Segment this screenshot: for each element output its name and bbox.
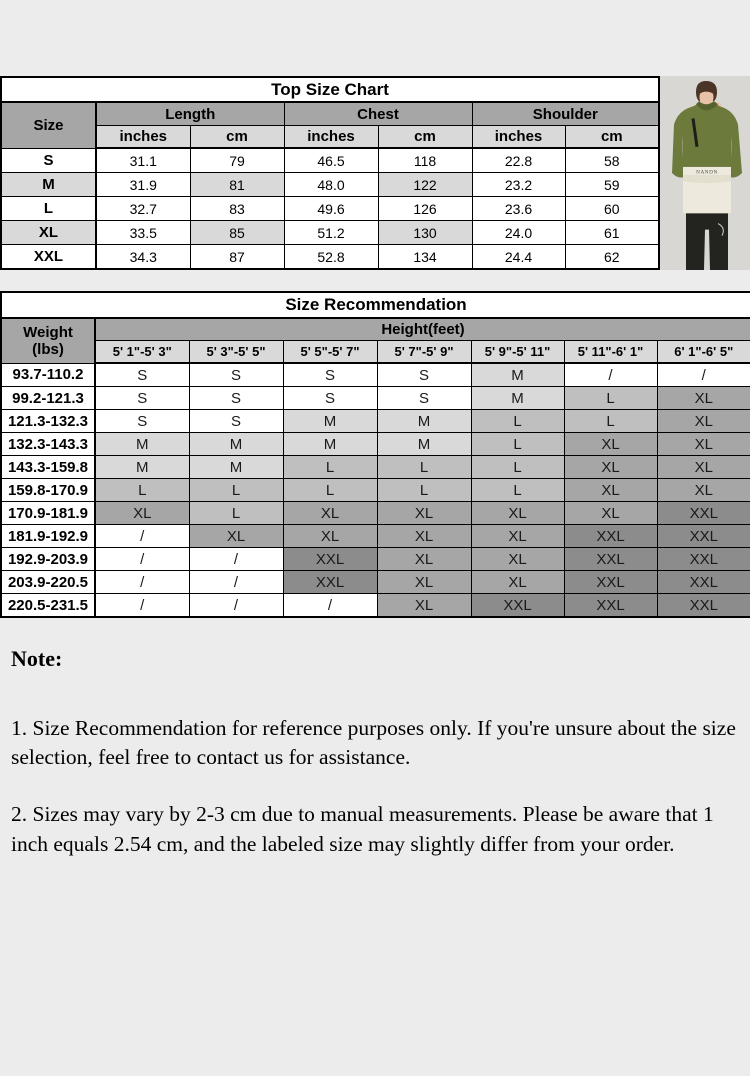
size-recommendation-cell: XL (377, 548, 471, 571)
height-columns-row (1, 341, 750, 364)
weight-cell: 203.9-220.5 (1, 571, 95, 594)
height-range-header: 5' 3"-5' 5" (189, 341, 283, 364)
size-recommendation-cell: L (471, 456, 564, 479)
measurement-cell: 87 (190, 245, 284, 270)
size-recommendation-cell: M (471, 363, 564, 387)
weight-cell: 132.3-143.3 (1, 433, 95, 456)
recommendation-row (1, 363, 750, 387)
size-recommendation-cell: XXL (657, 525, 750, 548)
shoulder-column-header: Shoulder (472, 102, 659, 126)
size-recommendation-cell: XL (471, 525, 564, 548)
recommendation-row (1, 594, 750, 618)
note-item-1: 1. Size Recommendation for reference purposes only. If you're unsure about the size selection, feel free to contact us for assistance. (11, 715, 736, 770)
size-recommendation-cell: L (471, 410, 564, 433)
size-recommendation-cell: XL (471, 502, 564, 525)
size-recommendation-cell: XL (95, 502, 189, 525)
size-recommendation-cell: L (471, 433, 564, 456)
measurement-cell: 48.0 (284, 173, 378, 197)
recommendation-row (1, 387, 750, 410)
size-recommendation-cell: XL (377, 594, 471, 618)
size-recommendation-cell: / (564, 363, 657, 387)
size-recommendation-table (0, 291, 750, 618)
size-recommendation-cell: XL (564, 479, 657, 502)
measurement-cell: 52.8 (284, 245, 378, 270)
measurement-cell: 23.6 (472, 197, 565, 221)
top-size-chart-section (0, 76, 750, 270)
jacket-brand-text: NANDN (696, 169, 718, 176)
size-recommendation-cell: M (283, 433, 377, 456)
size-cell: XL (1, 221, 96, 245)
height-range-header: 5' 7"-5' 9" (377, 341, 471, 364)
measurement-cell: 22.8 (472, 148, 565, 173)
size-cell: M (1, 173, 96, 197)
measurement-cell: 83 (190, 197, 284, 221)
recommendation-row (1, 410, 750, 433)
top-chart-title: Top Size Chart (1, 77, 659, 102)
size-recommendation-cell: XXL (657, 571, 750, 594)
size-recommendation-cell: XXL (564, 594, 657, 618)
size-recommendation-cell: XL (377, 525, 471, 548)
size-recommendation-cell: L (283, 456, 377, 479)
measurement-cell: 24.0 (472, 221, 565, 245)
measurement-cell: 130 (378, 221, 472, 245)
size-recommendation-cell: XL (471, 548, 564, 571)
height-range-header: 6' 1"-6' 5" (657, 341, 750, 364)
weight-header-line2: (lbs) (32, 340, 64, 358)
recommendation-row (1, 548, 750, 571)
size-recommendation-cell: M (377, 433, 471, 456)
note-section (11, 644, 739, 859)
size-recommendation-cell: L (564, 387, 657, 410)
size-recommendation-cell: M (189, 433, 283, 456)
size-recommendation-cell: S (189, 410, 283, 433)
unit-header: cm (378, 126, 472, 149)
size-recommendation-cell: L (471, 479, 564, 502)
measurement-cell: 58 (565, 148, 659, 173)
size-recommendation-cell: / (95, 548, 189, 571)
size-recommendation-cell: L (189, 502, 283, 525)
measurement-cell: 32.7 (96, 197, 190, 221)
unit-header: cm (190, 126, 284, 149)
size-recommendation-cell: M (95, 456, 189, 479)
top-chart-row-xl (1, 221, 659, 245)
size-recommendation-cell: XL (283, 525, 377, 548)
top-chart-group-header-row (1, 102, 659, 126)
measurement-cell: 59 (565, 173, 659, 197)
size-recommendation-cell: / (189, 548, 283, 571)
size-recommendation-cell: S (377, 363, 471, 387)
size-recommendation-cell: L (283, 479, 377, 502)
recommendation-header-row (1, 318, 750, 341)
recommendation-row (1, 433, 750, 456)
size-recommendation-cell: / (95, 571, 189, 594)
weight-cell: 192.9-203.9 (1, 548, 95, 571)
size-recommendation-cell: XXL (657, 502, 750, 525)
top-chart-row-xxl (1, 245, 659, 270)
measurement-cell: 34.3 (96, 245, 190, 270)
size-column-header: Size (1, 102, 96, 148)
size-recommendation-cell: M (189, 456, 283, 479)
size-recommendation-cell: XL (283, 502, 377, 525)
size-recommendation-cell: S (95, 410, 189, 433)
recommendation-row (1, 456, 750, 479)
measurement-cell: 24.4 (472, 245, 565, 270)
recommendation-body (1, 363, 750, 617)
size-cell: XXL (1, 245, 96, 270)
weight-column-header (1, 318, 95, 363)
size-recommendation-cell: L (377, 456, 471, 479)
size-recommendation-cell: / (283, 594, 377, 618)
size-recommendation-cell: L (95, 479, 189, 502)
unit-header: inches (96, 126, 190, 149)
size-recommendation-cell: XL (657, 387, 750, 410)
size-recommendation-cell: S (377, 387, 471, 410)
height-range-header: 5' 5"-5' 7" (283, 341, 377, 364)
weight-cell: 159.8-170.9 (1, 479, 95, 502)
size-recommendation-cell: L (377, 479, 471, 502)
measurement-cell: 61 (565, 221, 659, 245)
size-recommendation-cell: L (189, 479, 283, 502)
size-recommendation-cell: / (189, 594, 283, 618)
height-header: Height(feet) (95, 318, 750, 341)
unit-header: inches (284, 126, 378, 149)
size-recommendation-cell: S (95, 363, 189, 387)
size-recommendation-cell: / (657, 363, 750, 387)
size-recommendation-cell: M (377, 410, 471, 433)
size-recommendation-cell: XL (564, 433, 657, 456)
measurement-cell: 23.2 (472, 173, 565, 197)
recommendation-title: Size Recommendation (1, 292, 750, 318)
measurement-cell: 81 (190, 173, 284, 197)
top-chart-title-row (1, 77, 659, 102)
size-recommendation-cell: M (283, 410, 377, 433)
size-recommendation-cell: XL (189, 525, 283, 548)
height-range-header: 5' 9"-5' 11" (471, 341, 564, 364)
size-recommendation-cell: XL (377, 502, 471, 525)
size-recommendation-cell: XL (657, 456, 750, 479)
length-column-header: Length (96, 102, 284, 126)
size-recommendation-cell: XL (564, 456, 657, 479)
product-photo-image (660, 76, 750, 270)
size-recommendation-cell: S (189, 387, 283, 410)
top-chart-row-l (1, 197, 659, 221)
recommendation-row (1, 571, 750, 594)
size-cell: L (1, 197, 96, 221)
size-recommendation-cell: S (283, 387, 377, 410)
size-recommendation-cell: / (189, 571, 283, 594)
measurement-cell: 33.5 (96, 221, 190, 245)
size-recommendation-cell: XL (377, 571, 471, 594)
unit-header: inches (472, 126, 565, 149)
recommendation-title-row (1, 292, 750, 318)
size-recommendation-cell: XXL (564, 525, 657, 548)
size-recommendation-cell: XXL (657, 548, 750, 571)
top-chart-row-s (1, 148, 659, 173)
size-recommendation-cell: L (564, 410, 657, 433)
size-recommendation-cell: XL (657, 479, 750, 502)
measurement-cell: 134 (378, 245, 472, 270)
weight-cell: 93.7-110.2 (1, 363, 95, 387)
height-range-header: 5' 1"-5' 3" (95, 341, 189, 364)
measurement-cell: 49.6 (284, 197, 378, 221)
measurement-cell: 62 (565, 245, 659, 270)
weight-cell: 220.5-231.5 (1, 594, 95, 618)
unit-header: cm (565, 126, 659, 149)
measurement-cell: 79 (190, 148, 284, 173)
recommendation-row (1, 502, 750, 525)
top-chart-unit-header-row (1, 126, 659, 149)
size-recommendation-cell: XL (657, 433, 750, 456)
size-recommendation-cell: / (95, 594, 189, 618)
size-recommendation-cell: XXL (283, 571, 377, 594)
size-recommendation-cell: S (283, 363, 377, 387)
measurement-cell: 46.5 (284, 148, 378, 173)
top-chart-body (1, 148, 659, 269)
top-chart-row-m (1, 173, 659, 197)
measurement-cell: 85 (190, 221, 284, 245)
measurement-cell: 118 (378, 148, 472, 173)
size-recommendation-cell: XXL (564, 548, 657, 571)
size-recommendation-cell: M (471, 387, 564, 410)
size-recommendation-cell: XL (657, 410, 750, 433)
note-item-2: 2. Sizes may vary by 2-3 cm due to manual measurements. Please be aware that 1 inch equals 2.54 cm, and the labeled size may slightly differ from your order. (11, 802, 714, 856)
size-recommendation-cell: XL (471, 571, 564, 594)
measurement-cell: 122 (378, 173, 472, 197)
top-size-chart-table (0, 76, 660, 270)
measurement-cell: 126 (378, 197, 472, 221)
size-cell: S (1, 148, 96, 173)
weight-header-line1: Weight (23, 323, 73, 341)
measurement-cell: 31.9 (96, 173, 190, 197)
measurement-cell: 60 (565, 197, 659, 221)
size-recommendation-cell: XXL (283, 548, 377, 571)
size-recommendation-cell: M (95, 433, 189, 456)
product-photo (660, 76, 750, 270)
note-heading: Note: (11, 646, 63, 671)
weight-cell: 170.9-181.9 (1, 502, 95, 525)
size-recommendation-cell: XL (564, 502, 657, 525)
size-recommendation-cell: S (95, 387, 189, 410)
chest-column-header: Chest (284, 102, 472, 126)
measurement-cell: 31.1 (96, 148, 190, 173)
size-recommendation-cell: XXL (657, 594, 750, 618)
weight-cell: 143.3-159.8 (1, 456, 95, 479)
measurement-cell: 51.2 (284, 221, 378, 245)
weight-cell: 121.3-132.3 (1, 410, 95, 433)
height-range-header: 5' 11"-6' 1" (564, 341, 657, 364)
size-recommendation-cell: / (95, 525, 189, 548)
recommendation-row (1, 525, 750, 548)
weight-cell: 99.2-121.3 (1, 387, 95, 410)
weight-cell: 181.9-192.9 (1, 525, 95, 548)
size-recommendation-cell: XXL (564, 571, 657, 594)
size-recommendation-cell: XXL (471, 594, 564, 618)
size-recommendation-cell: S (189, 363, 283, 387)
recommendation-row (1, 479, 750, 502)
